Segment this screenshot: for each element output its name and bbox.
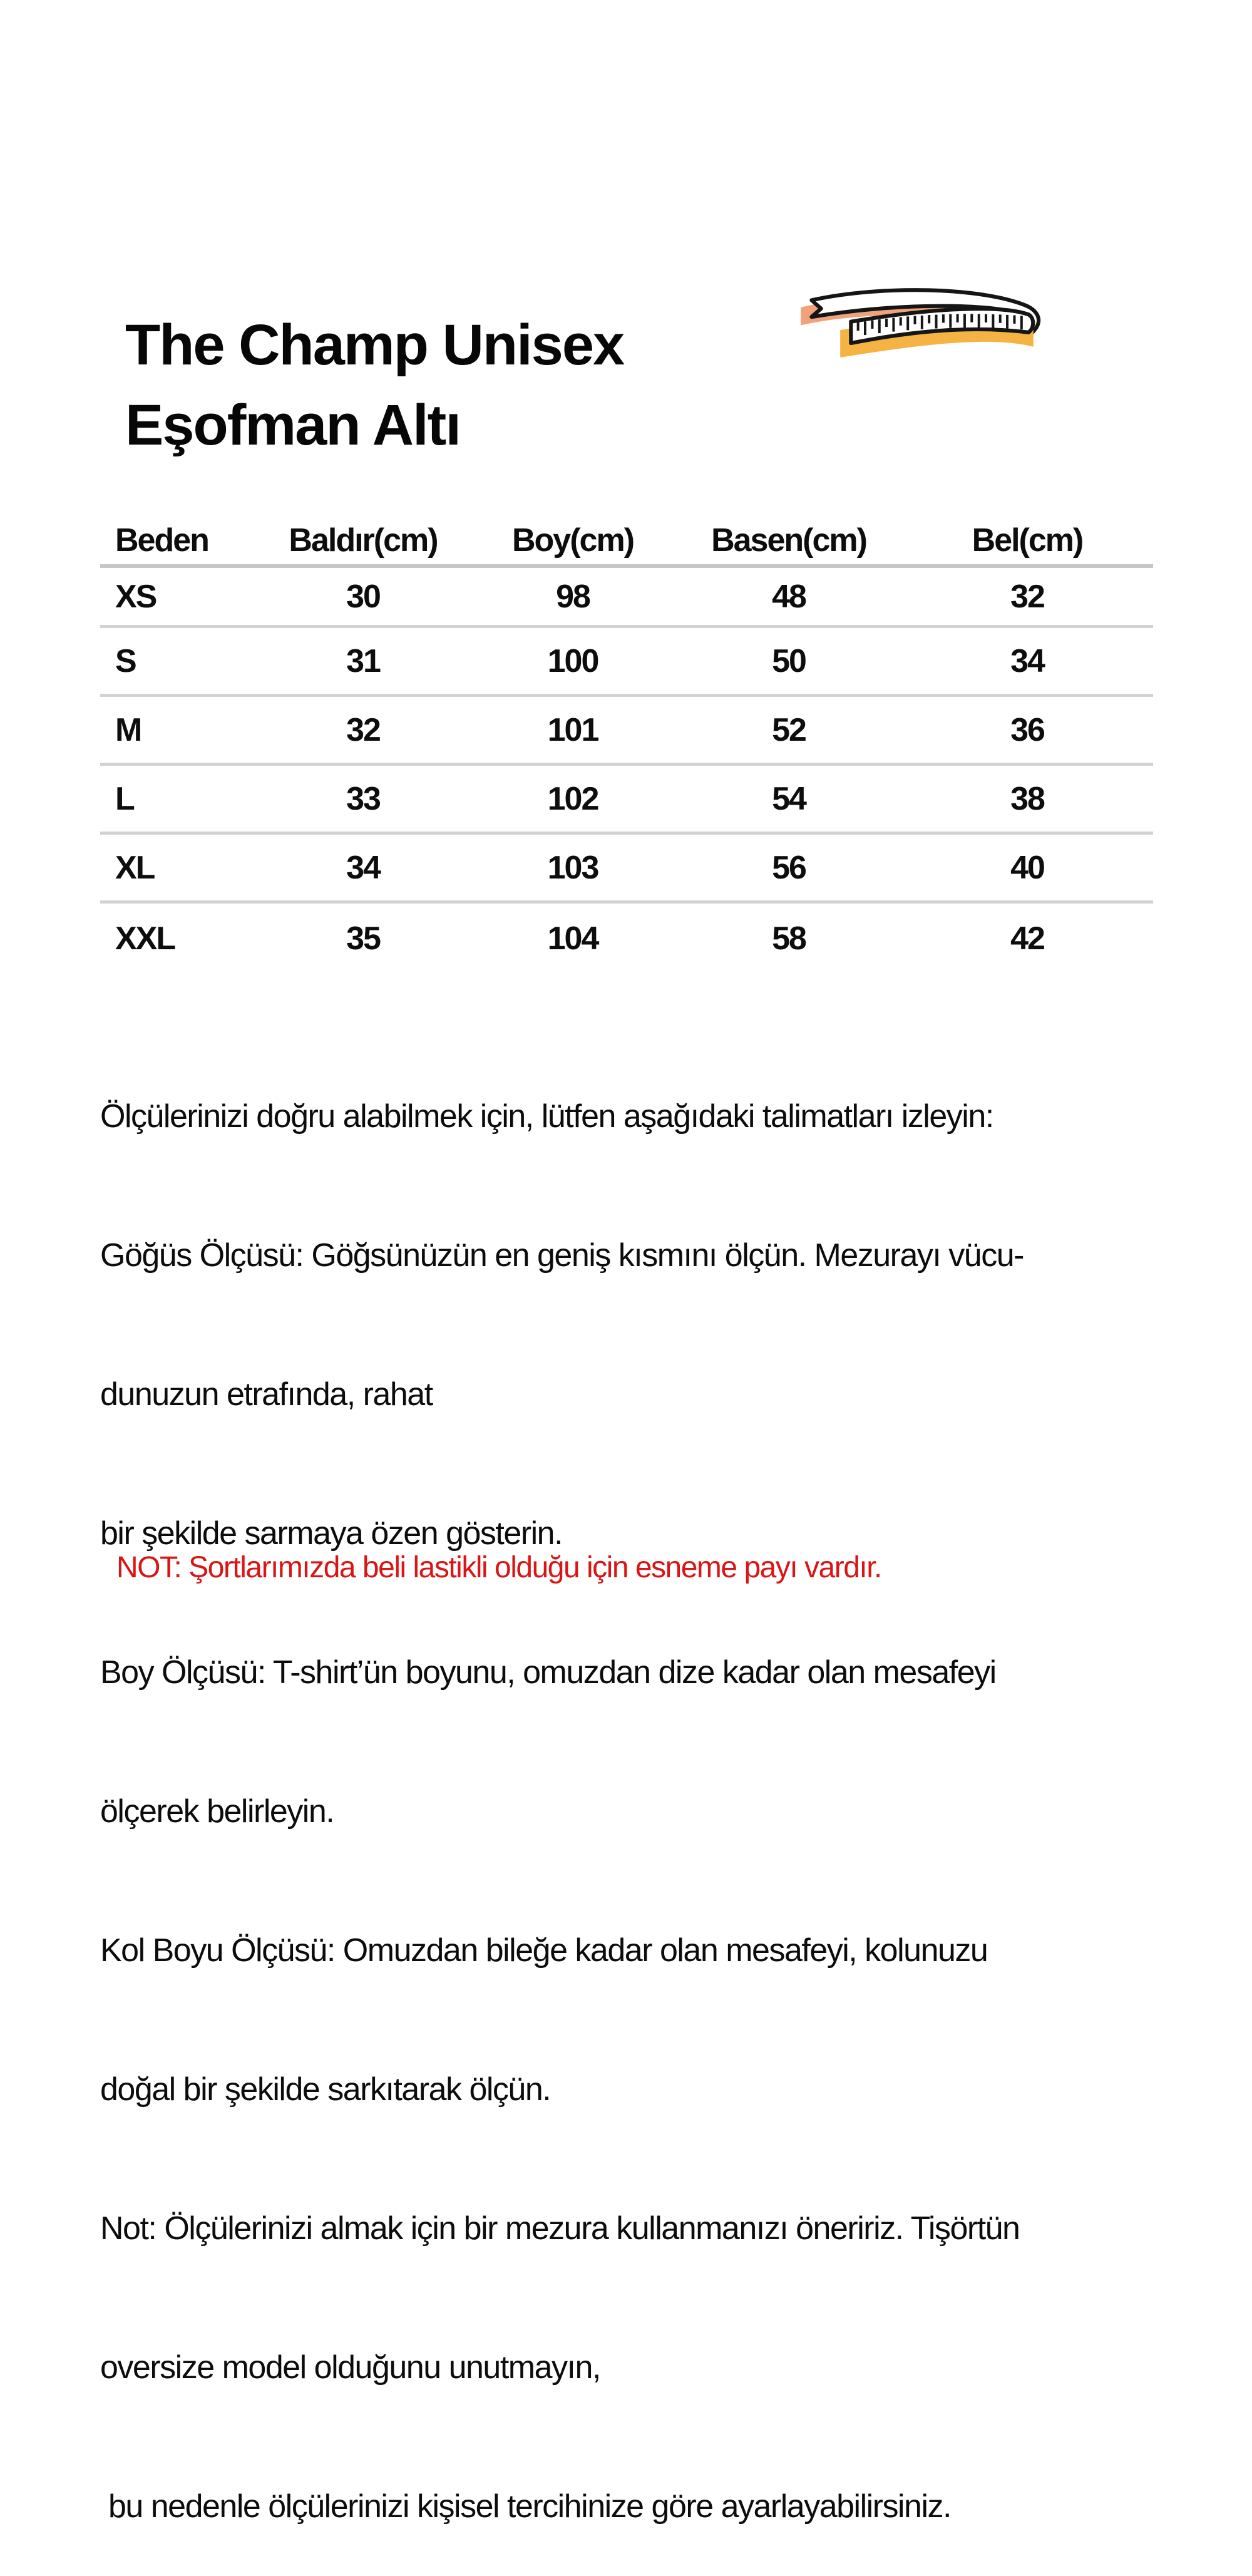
size-label: M: [115, 711, 141, 748]
bel-value: 36: [1010, 711, 1044, 748]
baldir-value: 32: [346, 711, 380, 748]
basen-value: 56: [772, 849, 806, 886]
baldir-value: 34: [346, 849, 380, 886]
instruction-line: Kol Boyu Ölçüsü: Omuzdan bileğe kadar olan mesafeyi, kolunuzu: [100, 1932, 988, 1969]
instruction-line: Boy Ölçüsü: T-shirt’ün boyunu, omuzdan dize kadar olan mesafeyi: [100, 1654, 996, 1691]
instruction-line: Not: Ölçülerinizi almak için bir mezura kullanmanızı öneririz. Tişörtün: [100, 2210, 1020, 2247]
column-header-beden: Beden: [115, 522, 208, 559]
size-label: XL: [115, 849, 155, 886]
instruction-line: oversize model olduğunu unutmayın,: [100, 2349, 600, 2386]
bel-value: 38: [1010, 780, 1044, 817]
column-header-boy: Boy(cm): [511, 522, 634, 559]
page-title-line1: The Champ Unisex: [125, 312, 624, 377]
measurement-instructions: [100, 1001, 1177, 2576]
instruction-line: bir şekilde sarmaya özen gösterin.: [100, 1515, 563, 1552]
table-row-l: [100, 766, 1153, 835]
baldir-value: 35: [346, 920, 380, 957]
size-label: XS: [115, 578, 156, 615]
boy-value: 100: [547, 642, 598, 679]
column-header-baldir: Baldır(cm): [289, 522, 438, 559]
size-table-header-row: [100, 522, 1153, 568]
table-row-xxl: [100, 904, 1153, 974]
instruction-line: dunuzun etrafında, rahat: [100, 1376, 433, 1413]
column-header-bel: Bel(cm): [972, 522, 1083, 559]
page-title-line2: Eşofman Altı: [125, 393, 460, 457]
table-row-xl: [100, 835, 1153, 904]
table-row-s: [100, 628, 1153, 697]
baldir-value: 30: [346, 578, 380, 615]
basen-value: 58: [772, 920, 806, 957]
size-label: S: [115, 642, 136, 679]
instruction-line: Göğüs Ölçüsü: Göğsünüzün en geniş kısmını ölçün. Mezurayı vücu-: [100, 1237, 1024, 1274]
bel-value: 40: [1010, 849, 1044, 886]
boy-value: 104: [547, 920, 598, 957]
measuring-tape-svg: [793, 279, 1043, 370]
table-row-xs: [100, 568, 1153, 628]
instruction-line: bu nedenle ölçülerinizi kişisel tercihinize göre ayarlayabilirsiniz.: [100, 2488, 951, 2525]
boy-value: 103: [547, 849, 598, 886]
boy-value: 102: [547, 780, 598, 817]
boy-value: 101: [547, 711, 598, 748]
basen-value: 54: [772, 780, 806, 817]
measuring-tape-icon: [793, 279, 1043, 370]
basen-value: 50: [772, 642, 806, 679]
size-table: [100, 522, 1153, 974]
size-label: L: [115, 780, 134, 817]
basen-value: 52: [772, 711, 806, 748]
bel-value: 34: [1010, 642, 1044, 679]
instruction-line: Ölçülerinizi doğru alabilmek için, lütfen aşağıdaki talimatları izleyin:: [100, 1098, 993, 1135]
column-header-basen: Basen(cm): [711, 522, 866, 559]
page-title: [125, 305, 623, 465]
elastic-waist-note: NOT: Şortlarımızda beli lastikli olduğu için esneme payı vardır.: [116, 1551, 881, 1584]
boy-value: 98: [556, 578, 590, 615]
baldir-value: 31: [346, 642, 380, 679]
bel-value: 42: [1010, 920, 1044, 957]
basen-value: 48: [772, 578, 806, 615]
bel-value: 32: [1010, 578, 1044, 615]
instruction-line: ölçerek belirleyin.: [100, 1793, 334, 1830]
instruction-line: doğal bir şekilde sarkıtarak ölçün.: [100, 2071, 551, 2108]
size-label: XXL: [115, 920, 175, 957]
baldir-value: 33: [346, 780, 380, 817]
table-row-m: [100, 697, 1153, 766]
